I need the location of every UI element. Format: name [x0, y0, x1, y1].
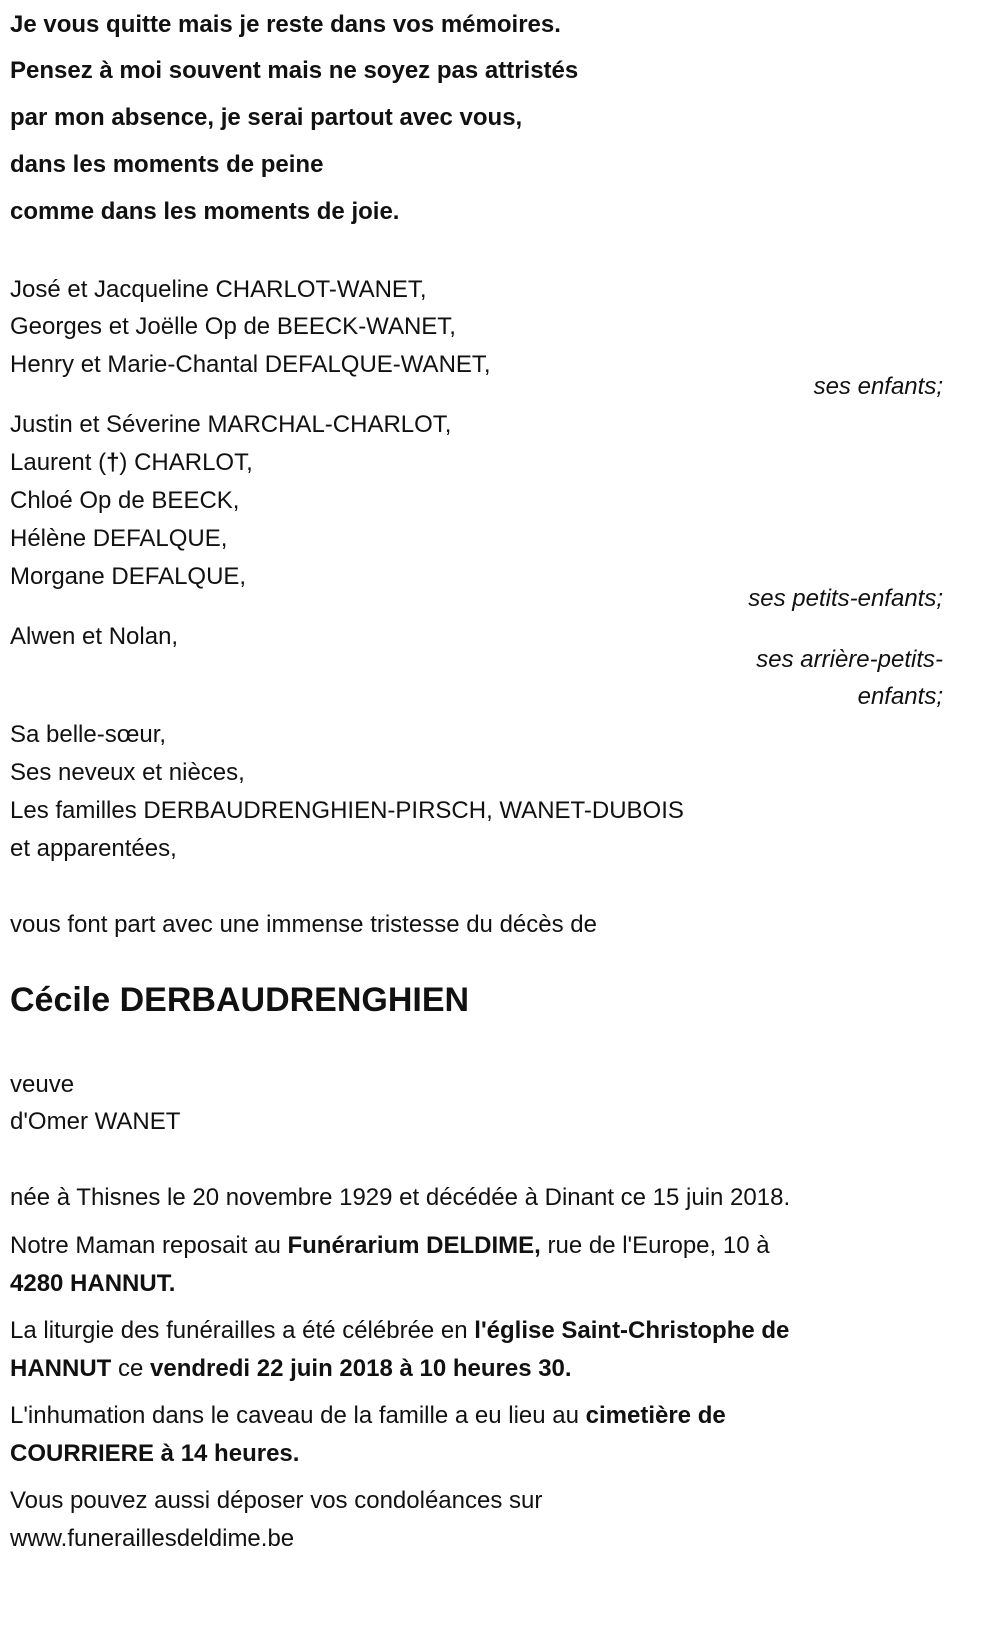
church: HANNUT: [10, 1355, 112, 1382]
poem-line: dans les moments de peine: [10, 151, 324, 178]
family-line: Hélène DEFALQUE,: [10, 525, 228, 552]
text: Notre Maman reposait au: [10, 1232, 288, 1259]
burial-line: [10, 1401, 726, 1431]
text: L'inhumation dans le caveau de la famille a eu lieu au: [10, 1402, 586, 1429]
family-line: Morgane DEFALQUE,: [10, 563, 247, 590]
address: rue de l'Europe, 10 à: [540, 1232, 770, 1259]
condolences-text: Vous pouvez aussi déposer vos condoléances sur: [10, 1487, 543, 1514]
relation-label: enfants;: [857, 683, 943, 710]
family-line: Henry et Marie-Chantal DEFALQUE-WANET,: [10, 351, 491, 378]
text: La liturgie des funérailles a été célébrée en: [10, 1317, 475, 1344]
widow-line: veuve: [10, 1071, 75, 1098]
funeral-home: Funérarium DELDIME,: [287, 1232, 541, 1259]
text: ce: [111, 1355, 151, 1382]
rest-line: [10, 1231, 770, 1261]
liturgy-line: [10, 1354, 572, 1384]
website-link[interactable]: www.funeraillesdeldime.be: [10, 1525, 295, 1552]
family-line: Alwen et Nolan,: [10, 623, 179, 650]
announcement: vous font part avec une immense tristesse du décès de: [10, 911, 597, 938]
family-line: Les familles DERBAUDRENGHIEN-PIRSCH, WANET-DUBOIS: [10, 797, 684, 824]
cross-icon: †: [106, 449, 120, 476]
family-text: Laurent (: [10, 449, 107, 476]
deceased-name: Cécile DERBAUDRENGHIEN: [10, 981, 470, 1019]
relation-label: ses enfants;: [813, 373, 943, 400]
family-line: José et Jacqueline CHARLOT-WANET,: [10, 276, 427, 303]
family-line: Sa belle-sœur,: [10, 721, 167, 748]
birth-death: née à Thisnes le 20 novembre 1929 et décédée à Dinant ce 15 juin 2018.: [10, 1184, 791, 1211]
widow-line: d'Omer WANET: [10, 1108, 181, 1135]
family-line: Justin et Séverine MARCHAL-CHARLOT,: [10, 411, 452, 438]
family-line: Chloé Op de BEECK,: [10, 487, 240, 514]
family-text: ) CHARLOT,: [119, 449, 253, 476]
poem-line: par mon absence, je serai partout avec vous,: [10, 104, 523, 131]
relation-label: ses petits-enfants;: [748, 585, 943, 612]
relation-label: ses arrière-petits-: [756, 646, 943, 673]
family-line: Ses neveux et nièces,: [10, 759, 245, 786]
poem-line: comme dans les moments de joie.: [10, 198, 400, 225]
church: l'église Saint-Christophe de: [474, 1317, 790, 1344]
family-line: Georges et Joëlle Op de BEECK-WANET,: [10, 313, 456, 340]
poem-line: Pensez à moi souvent mais ne soyez pas attristés: [10, 57, 579, 84]
family-line: et apparentées,: [10, 835, 177, 862]
family-line: [10, 448, 253, 478]
liturgy-date: vendredi 22 juin 2018 à 10 heures 30.: [150, 1355, 572, 1382]
burial-line: COURRIERE à 14 heures.: [10, 1440, 300, 1467]
liturgy-line: [10, 1316, 789, 1346]
cemetery: cimetière de: [585, 1402, 726, 1429]
rest-city: 4280 HANNUT.: [10, 1270, 176, 1297]
poem-line: Je vous quitte mais je reste dans vos mémoires.: [10, 11, 561, 38]
